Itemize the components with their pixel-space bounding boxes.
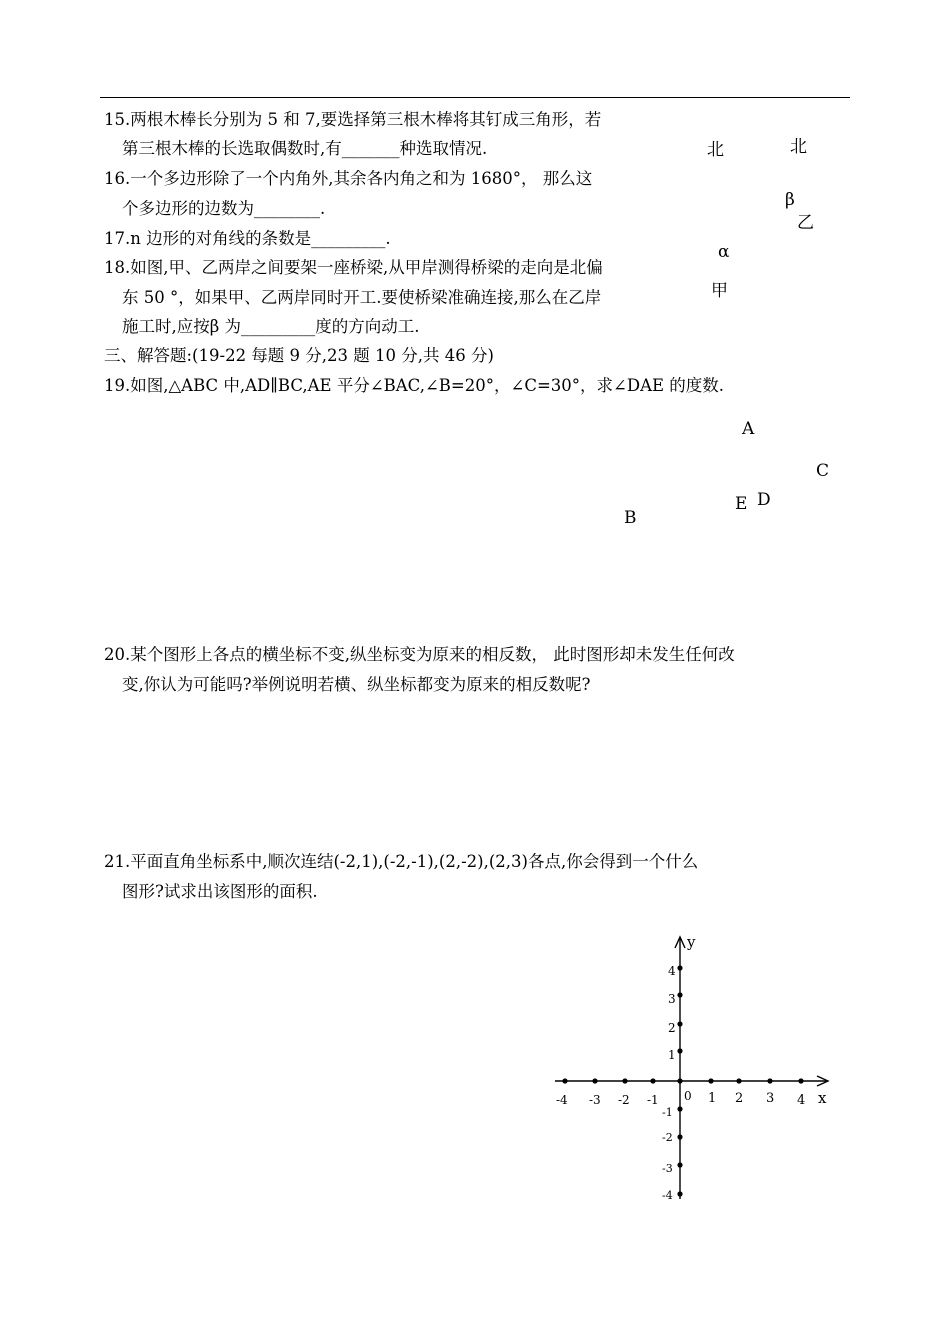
- y-tick-point: [677, 1191, 682, 1196]
- q21-line2: 图形?试求出该图形的面积.: [122, 882, 318, 901]
- y-tick-label: 3: [668, 992, 676, 1006]
- y-tick-point: [677, 992, 682, 997]
- y-tick-label: 1: [668, 1048, 676, 1062]
- q20-line2: 变,你认为可能吗?举例说明若横、纵坐标都变为原来的相反数呢?: [122, 675, 591, 694]
- fig19-label-b: B: [624, 508, 637, 528]
- x-tick-label: 3: [766, 1091, 775, 1106]
- y-tick-label: -1: [662, 1106, 673, 1119]
- fig18-alpha: α: [718, 242, 730, 262]
- q18-line3: 施工时,应按β 为_________度的方向动工.: [122, 317, 420, 336]
- x-tick-point: [767, 1078, 772, 1083]
- y-tick-label: -4: [662, 1189, 673, 1202]
- q17-line1: 17.n 边形的对角线的条数是_________.: [104, 229, 391, 248]
- origin-point: [677, 1078, 682, 1083]
- x-axis-label: x: [818, 1089, 827, 1107]
- y-tick-point: [677, 1134, 682, 1139]
- fig18-north-left: 北: [707, 140, 724, 160]
- fig18-beta: β: [785, 190, 795, 210]
- x-tick-label: -4: [556, 1093, 568, 1107]
- q19-line1: 19.如图,△ABC 中,AD∥BC,AE 平分∠BAC,∠B=20°，∠C=30°，求∠DAE 的度数.: [104, 376, 725, 395]
- q20-line1: 20.某个图形上各点的横坐标不变,纵坐标变为原来的相反数， 此时图形却未发生任何改: [104, 645, 735, 664]
- fig19-label-a: A: [742, 419, 755, 439]
- x-tick-point: [622, 1078, 627, 1083]
- x-tick-point: [736, 1078, 741, 1083]
- y-tick-point: [677, 1162, 682, 1167]
- y-tick-point: [677, 965, 682, 970]
- section-heading: 三、解答题:(19-22 每题 9 分,23 题 10 分,共 46 分): [104, 346, 494, 365]
- x-tick-label: 2: [735, 1091, 744, 1106]
- x-tick-label: -3: [589, 1093, 601, 1107]
- x-tick-label: 4: [797, 1093, 806, 1108]
- q21-line1: 21.平面直角坐标系中,顺次连结(-2,1),(-2,-1),(2,-2),(2,3)各点,你会得到一个什么: [104, 852, 699, 871]
- q18-line2: 东 50 °，如果甲、乙两岸同时开工.要使桥梁准确连接,那么在乙岸: [122, 288, 602, 307]
- y-tick-label: 2: [668, 1021, 676, 1035]
- y-tick-label: -3: [662, 1162, 673, 1175]
- fig19-label-e: E: [735, 494, 748, 514]
- x-tick-point: [592, 1078, 597, 1083]
- x-tick-point: [650, 1078, 655, 1083]
- y-tick-point: [677, 1021, 682, 1026]
- x-tick-point: [798, 1078, 803, 1083]
- x-tick-label: -2: [618, 1093, 630, 1107]
- y-axis-label: y: [687, 933, 696, 951]
- y-tick-label: 4: [668, 964, 676, 978]
- x-tick-point: [562, 1078, 567, 1083]
- origin-label: 0: [684, 1089, 692, 1103]
- q15-line2: 第三根木棒的长选取偶数时,有_______种选取情况.: [122, 139, 488, 158]
- y-tick-point: [677, 1106, 682, 1111]
- q15-line1: 15.两根木棒长分别为 5 和 7,要选择第三根木棒将其钉成三角形，若: [104, 110, 602, 129]
- q18-line1: 18.如图,甲、乙两岸之间要架一座桥梁,从甲岸测得桥梁的走向是北偏: [104, 258, 603, 277]
- fig19-label-d: D: [757, 490, 771, 510]
- y-tick-point: [677, 1048, 682, 1053]
- q16-line2: 个多边形的边数为________.: [122, 199, 326, 218]
- fig18-jia: 甲: [711, 281, 728, 301]
- x-tick-label: -1: [647, 1093, 659, 1107]
- fig18-north-right: 北: [790, 137, 807, 157]
- fig19-label-c: C: [816, 461, 830, 481]
- fig18-yi: 乙: [797, 213, 814, 233]
- x-tick-point: [708, 1078, 713, 1083]
- y-tick-label: -2: [662, 1131, 673, 1144]
- q16-line1: 16.一个多边形除了一个内角外,其余各内角之和为 1680°， 那么这: [104, 169, 593, 188]
- x-tick-label: 1: [708, 1091, 717, 1106]
